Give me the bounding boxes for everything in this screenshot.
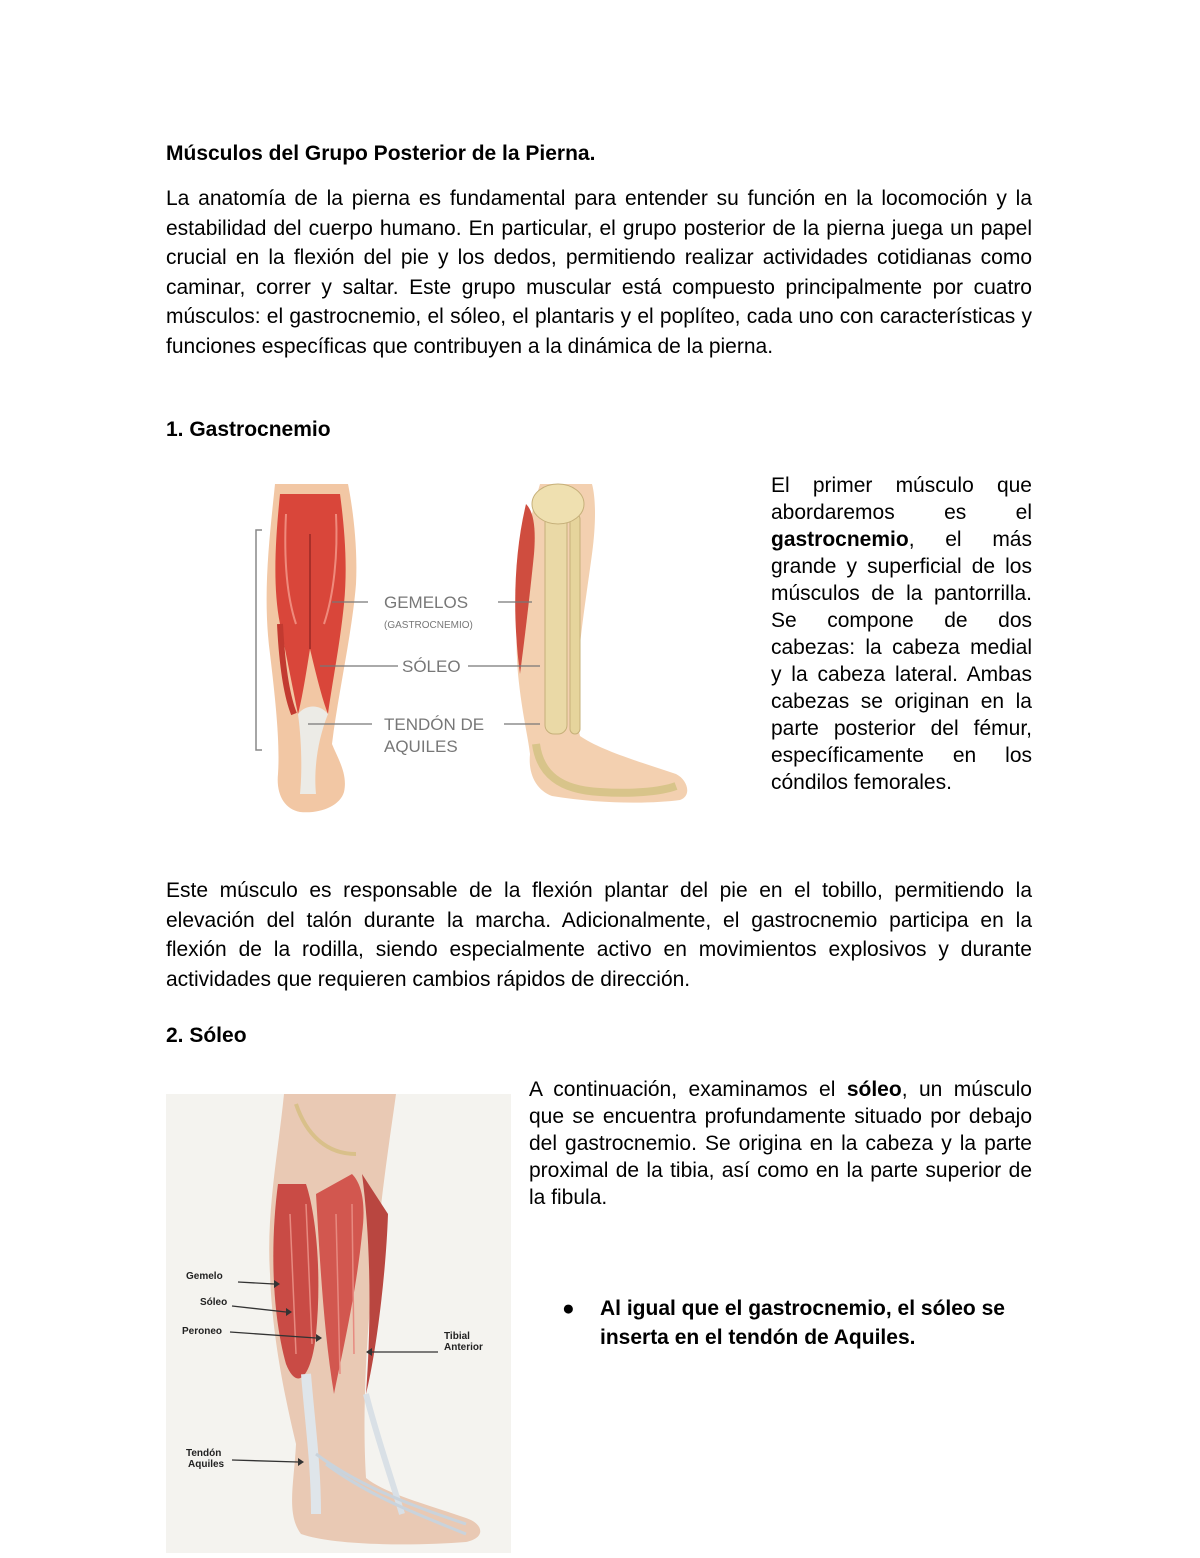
label-tendon-1: TENDÓN DE	[384, 715, 485, 734]
gastrocnemio-illustration	[240, 474, 740, 834]
label-tendon-2: AQUILES	[384, 737, 458, 756]
gastrocnemio-bold: gastrocnemio	[771, 528, 909, 551]
label-tibial-2: Anterior	[444, 1342, 483, 1353]
label-tendon-a: Tendón	[186, 1448, 222, 1459]
label-tendon-b: Aquiles	[188, 1459, 225, 1470]
intro-paragraph: La anatomía de la pierna es fundamental para entender su función en la locomoción y la estabilidad del cuerpo humano. En particular, el grupo posterior de la pierna juega un papel crucial en la flexión del pie y los dedos, permitiendo realizar actividades cotidianas como caminar, correr y saltar. Este grupo muscular está compuesto principalmente por cuatro músculos: el gastrocnemio, el sóleo, el plantaris y el poplíteo, cada uno con características y funciones específicas que contribuyen a la dinámica de la pierna.	[166, 187, 1032, 358]
gastrocnemio-paragraph: Este músculo es responsable de la flexión plantar del pie en el tobillo, permitiendo la elevación del talón durante la marcha. Adicionalmente, el gastrocnemio participa en la flexión de la rodilla, siendo especialmente activo en movimientos explosivos y durante actividades que requieren cambios rápidos de dirección.	[166, 879, 1032, 991]
label-soleo: SÓLEO	[402, 657, 461, 676]
gastrocnemio-side-text: El primer músculo que abordaremos es el gastrocnemio, el más grande y superficial de los músculos de la pantorrilla. Se compone de dos cabezas: la cabeza medial y la cabeza lateral. Ambas cabezas se originan en la parte posterior del fémur, específicamente en los cóndilos femorales.	[771, 474, 1032, 794]
bullet-text: Al igual que el gastrocnemio, el sóleo se inserta en el tendón de Aquiles.	[600, 1297, 1005, 1349]
page-title: Músculos del Grupo Posterior de la Pierna.	[166, 142, 596, 165]
soleo-side-text: A continuación, examinamos el sóleo, un músculo que se encuentra profundamente situado por debajo del gastrocnemio. Se origina en la cabeza y la parte proximal de la tibia, así como en la parte superior de la fibula.	[529, 1078, 1032, 1209]
bullet-icon: ●	[562, 1297, 575, 1320]
label-tibial-1: Tibial	[444, 1331, 470, 1342]
label-peroneo: Peroneo	[182, 1326, 223, 1337]
label-gastrocnemio: (GASTROCNEMIO)	[384, 620, 473, 631]
label-soleo-2: Sóleo	[200, 1297, 228, 1308]
section-heading-soleo: 2. Sóleo	[166, 1024, 247, 1047]
soleo-illustration	[166, 1094, 511, 1553]
soleo-bullet-item	[560, 1294, 1032, 1352]
label-gemelos: GEMELOS	[384, 593, 469, 612]
label-gemelo: Gemelo	[186, 1271, 223, 1282]
soleo-bold: sóleo	[846, 1078, 902, 1101]
section-heading-gastrocnemio: 1. Gastrocnemio	[166, 418, 331, 441]
